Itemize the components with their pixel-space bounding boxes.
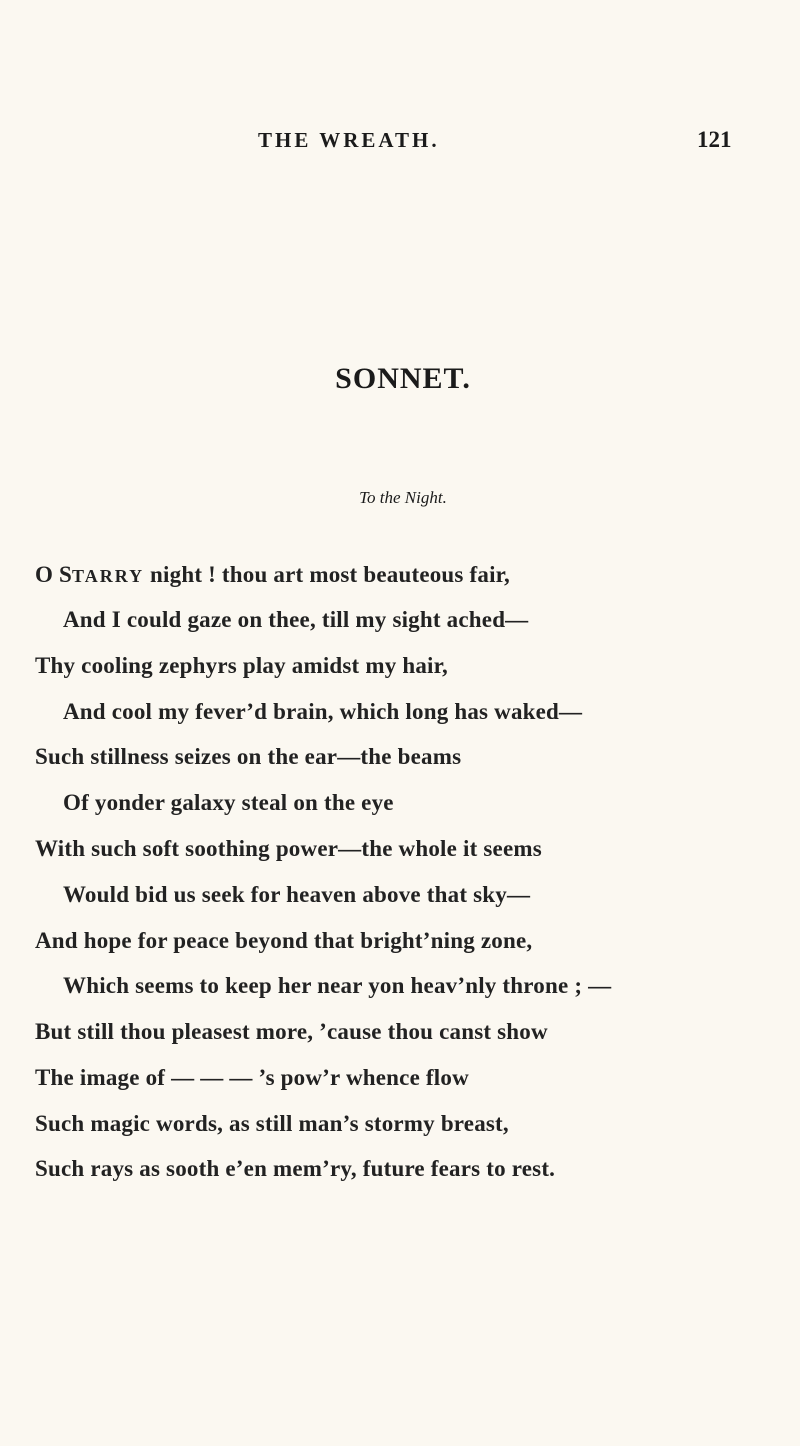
poem-line: Thy cooling zephyrs play amidst my hair, bbox=[35, 653, 448, 678]
first-word-small-caps: TARRY bbox=[72, 566, 145, 586]
poem-line: Such stillness seizes on the ear—the beams bbox=[35, 744, 462, 769]
first-word-initial: O bbox=[35, 562, 54, 587]
poem-line-1 bbox=[35, 562, 510, 588]
first-line-rest: night ! thou art most beauteous fair, bbox=[144, 562, 510, 587]
poem-title: SONNET. bbox=[335, 362, 471, 395]
page-number: 121 bbox=[697, 127, 732, 152]
poem-line: Such rays as sooth e’en mem’ry, future fears to rest. bbox=[35, 1156, 556, 1181]
first-word-capital: S bbox=[59, 562, 73, 587]
poem-line: With such soft soothing power—the whole it seems bbox=[35, 836, 542, 861]
poem-line: And cool my fever’d brain, which long has waked— bbox=[63, 699, 583, 724]
poem-line: Which seems to keep her near yon heav’nly throne ; — bbox=[63, 973, 612, 998]
poem-line: And I could gaze on thee, till my sight ached— bbox=[63, 607, 529, 632]
poem-line: Would bid us seek for heaven above that sky— bbox=[63, 882, 531, 907]
running-title: THE WREATH. bbox=[258, 128, 440, 152]
poem-line: Such magic words, as still man’s stormy breast, bbox=[35, 1111, 509, 1136]
poem-dedication: To the Night. bbox=[359, 488, 447, 507]
poem-line: But still thou pleasest more, ’cause thou canst show bbox=[35, 1019, 548, 1044]
poem-line: Of yonder galaxy steal on the eye bbox=[63, 790, 394, 815]
poem-line: And hope for peace beyond that bright’ning zone, bbox=[35, 928, 533, 953]
poem-line: The image of — — — ’s pow’r whence flow bbox=[35, 1065, 469, 1090]
